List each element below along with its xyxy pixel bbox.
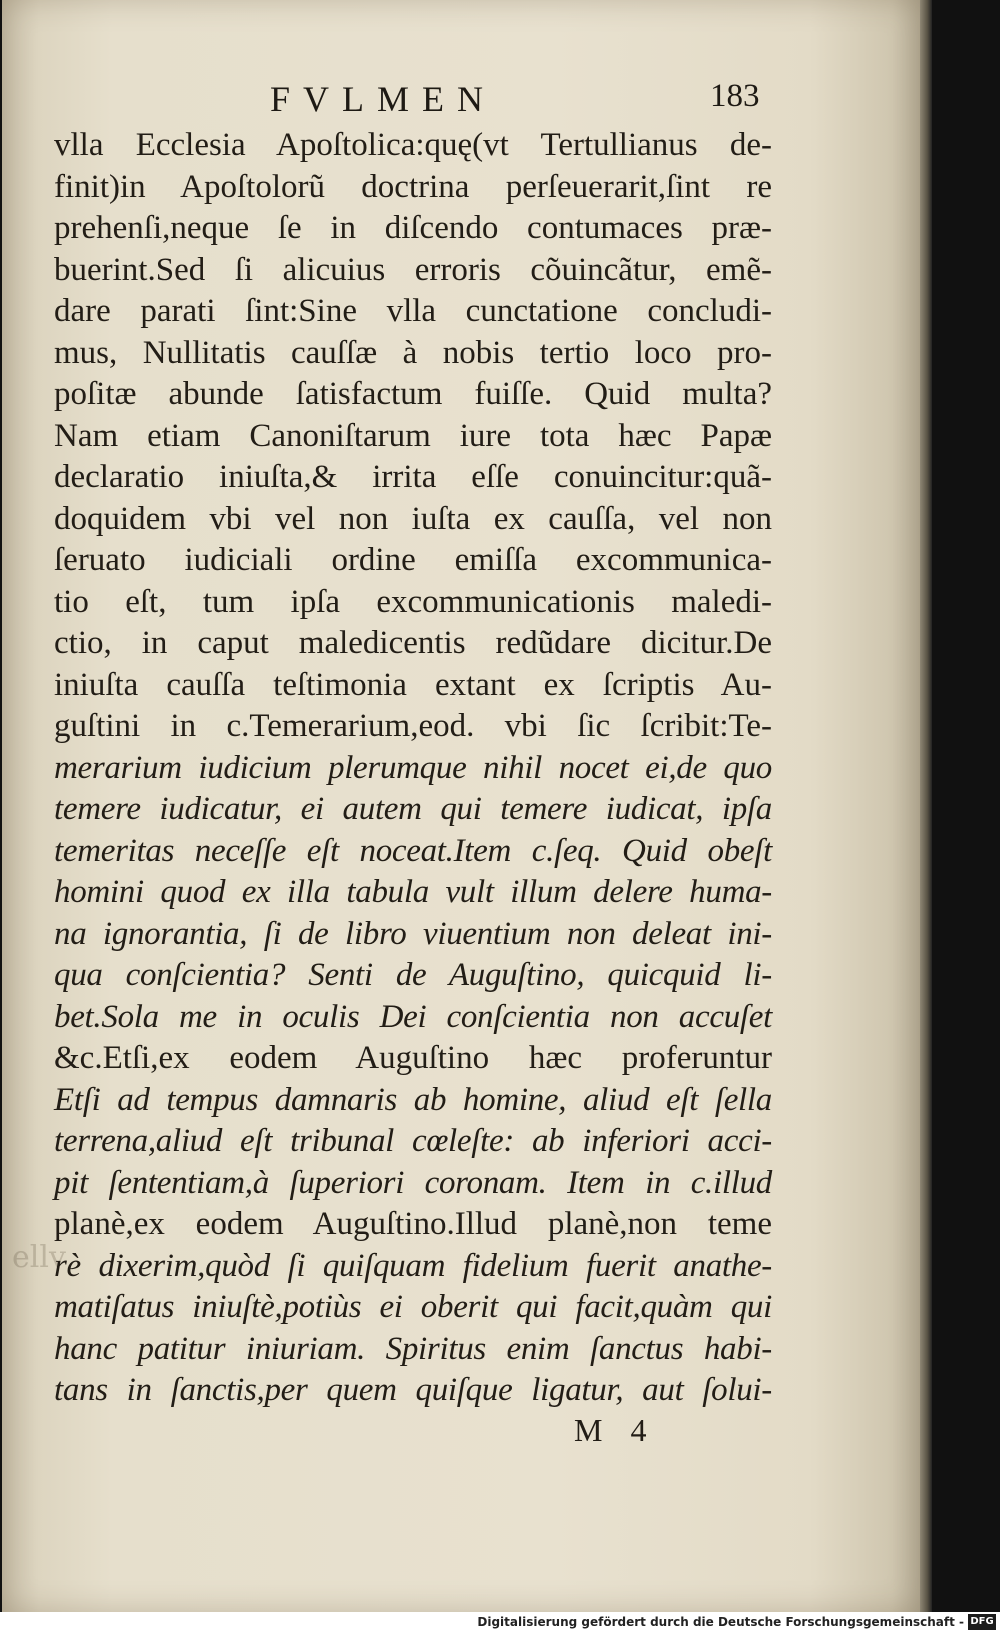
text-line: merarium iudicium plerumque nihil nocet ei,de quo [54, 749, 772, 786]
text-line: ſeruato iudiciali ordine emiſſa excommunica- [54, 542, 772, 578]
text-line: Nam etiam Canoniſtarum iure tota hæc Papæ [54, 417, 772, 454]
text-line: na ignorantia, ſi de libro viuentium non deleat ini- [54, 915, 772, 952]
funding-credit: Digitalisierung gefördert durch die Deutsche Forschungsgemeinschaft - [477, 1615, 964, 1629]
footer-bar [0, 1612, 1000, 1634]
text-line: pit ſententiam,à ſuperiori coronam. Item in c.illud [54, 1164, 772, 1201]
text-line: declaratio iniuſta,& irrita eſſe conuincitur:quã- [54, 459, 772, 495]
text-line: bet.Sola me in oculis Dei conſcientia non accuſet [54, 998, 772, 1035]
text-line: temere iudicatur, ei autem qui temere iudicat, ipſa [54, 791, 772, 827]
text-line: Etſi ad tempus damnaris ab homine, aliud eſt ſella [54, 1081, 772, 1118]
text-line: homini quod ex illa tabula vult illum delere huma- [54, 874, 772, 910]
text-line: prehenſi,neque ſe in diſcendo contumaces præ- [54, 210, 772, 246]
text-line: temeritas neceſſe eſt noceat.Item c.ſeq. Quid obeſt [54, 832, 772, 869]
body-text [54, 125, 772, 1412]
text-line: mus, Nullitatis cauſſæ à nobis tertio loco pro- [54, 334, 772, 371]
text-line: planè,ex eodem Auguſtino.Illud planè,non teme [54, 1206, 772, 1242]
text-line: &c.Etſi,ex eodem Auguſtino hæc proferuntur [54, 1040, 772, 1076]
text-line: tio eſt, tum ipſa excommunicationis maledi- [54, 583, 772, 620]
running-title: FVLMEN [270, 79, 497, 119]
text-line: ctio, in caput maledicentis redũdare dicitur.De [54, 625, 772, 661]
text-line: matiſatus iniuſtè,potiùs ei oberit qui facit,quàm qui [54, 1289, 772, 1325]
text-line: rè dixerim,quòd ſi quiſquam fidelium fuerit anathe- [54, 1247, 772, 1284]
text-line: terrena,aliud eſt tribunal cœleſte: ab inferiori acci- [54, 1123, 772, 1159]
signature-mark: M 4 [574, 1412, 657, 1448]
text-line: buerint.Sed ſi alicuius erroris cõuincãtur, emẽ- [54, 251, 772, 288]
bleed-through-marks: ellv [12, 1240, 66, 1275]
text-line: hanc patitur iniuriam. Spiritus enim ſanctus habi- [54, 1330, 772, 1367]
page-number: 183 [710, 78, 760, 114]
text-line: poſitæ abunde ſatisfactum fuiſſe. Quid multa? [54, 376, 772, 412]
book-page [2, 0, 920, 1612]
text-line: doquidem vbi vel non iuſta ex cauſſa, vel non [54, 500, 772, 537]
page-edge [920, 0, 932, 1612]
text-line: dare parati ſint:Sine vlla cunctatione concludi- [54, 293, 772, 329]
text-line: qua conſcientia? Senti de Auguſtino, quicquid li- [54, 957, 772, 993]
page-header [2, 78, 920, 124]
text-line: guſtini in c.Temerarium,eod. vbi ſic ſcribit:Te- [54, 708, 772, 744]
dfg-logo-icon: DFG [968, 1614, 996, 1630]
text-line: tans in ſanctis,per quem quiſque ligatur, aut ſolui- [54, 1372, 772, 1408]
text-line: iniuſta cauſſa teſtimonia extant ex ſcriptis Au- [54, 666, 772, 703]
text-line: finit)in Apoſtolorũ doctrina perſeuerarit,ſint re [54, 168, 772, 205]
text-line: vlla Ecclesia Apoſtolica:quę(vt Tertullianus de- [54, 127, 772, 163]
